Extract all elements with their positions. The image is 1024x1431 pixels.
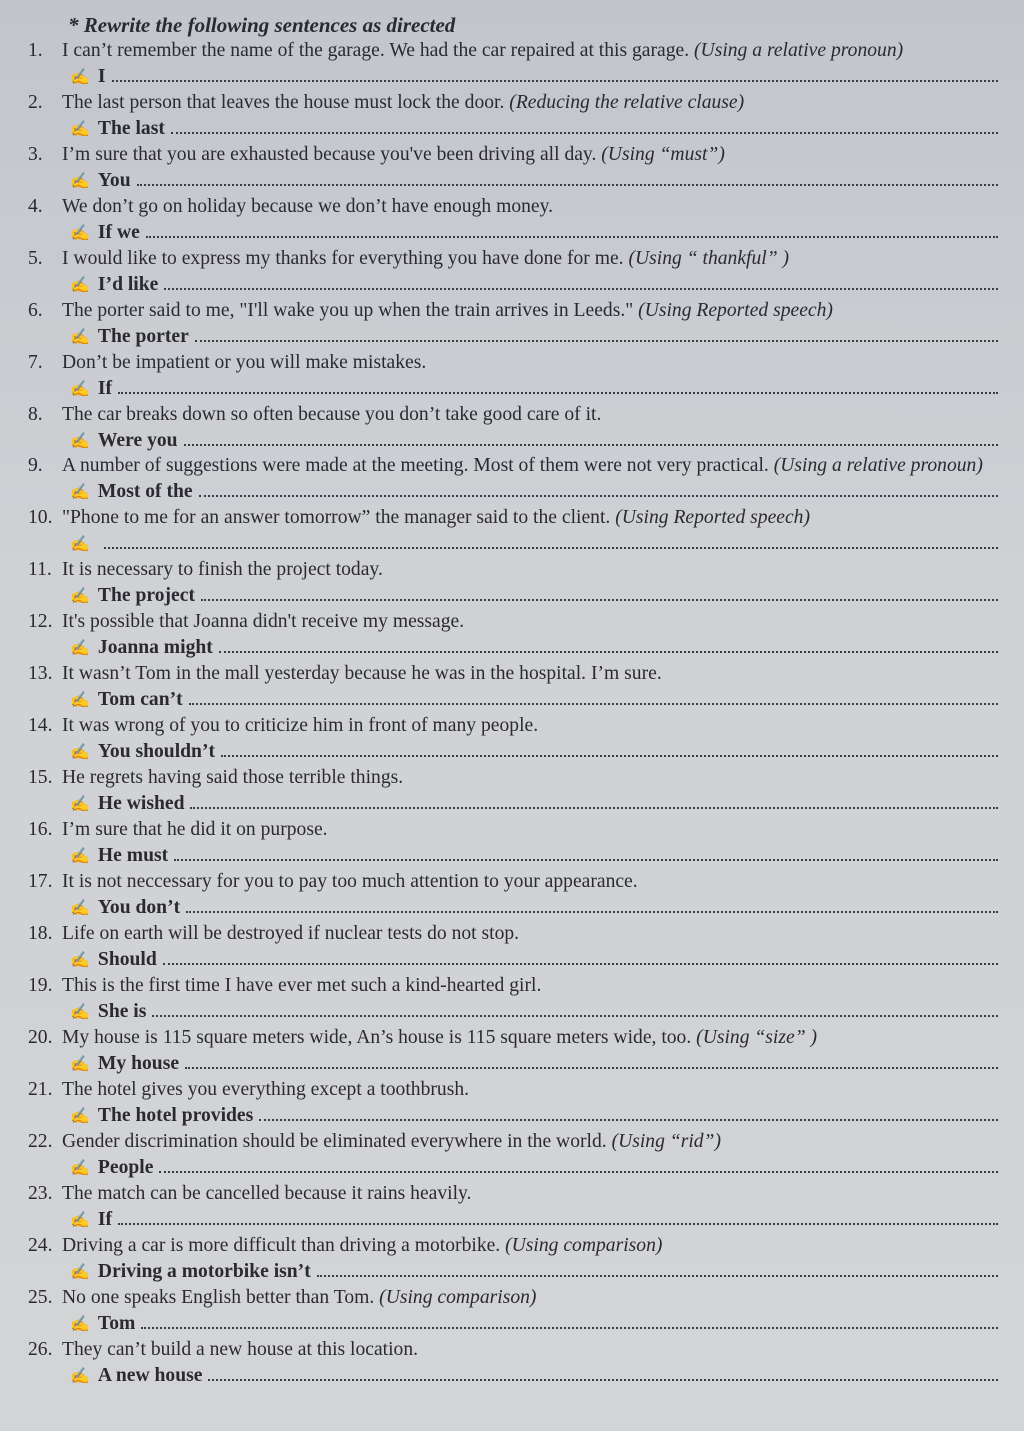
exercise-item [28,921,1002,973]
answer-prompt: You don’t [97,897,181,918]
exercise-question [28,90,1002,115]
worksheet-heading: * Rewrite the following sentences as directed [68,13,456,37]
exercise-number: 20. [28,1027,53,1048]
answer-blank[interactable] [186,894,998,913]
answer-prompt: You [97,170,131,191]
exercise-sentence: It is not neccessary for you to pay too much attention to your appearance. [62,871,638,892]
exercise-item [28,1025,1002,1077]
exercise-item [28,1285,1002,1337]
answer-prompt: The porter [97,326,189,347]
exercise-item [28,869,1002,921]
answer-line [28,219,1002,246]
exercise-sentence: The hotel gives you everything except a toothbrush. [62,1079,470,1100]
exercise-hint: (Reducing the relative clause) [509,92,745,113]
exercise-number: 8. [28,404,43,425]
writing-hand-icon: ✍ [70,1368,90,1385]
answer-blank[interactable] [163,946,998,965]
exercise-question [28,298,1002,323]
answer-line [28,1310,1002,1337]
exercise-question [28,765,1002,790]
answer-prompt: She is [97,1001,147,1022]
exercise-number: 10. [28,507,53,528]
exercise-sentence: Don’t be impatient or you will make mistakes. [62,352,427,373]
answer-line [28,63,1002,90]
exercise-sentence: Life on earth will be destroyed if nuclear tests do not stop. [62,923,520,944]
answer-blank[interactable] [159,1154,998,1173]
exercise-sentence: Gender discrimination should be eliminated everywhere in the world. [62,1131,607,1152]
exercise-sentence: It is necessary to finish the project today. [62,559,383,580]
answer-line [28,271,1002,298]
exercise-question [28,869,1002,894]
writing-hand-icon: ✍ [70,484,90,501]
answer-prompt: Driving a motorbike isn’t [97,1261,311,1282]
exercise-question [28,661,1002,686]
answer-prompt: If [97,1209,113,1230]
answer-prompt: I’d like [97,274,159,295]
exercise-sentence: I would like to express my thanks for everything you have done for me. [62,248,624,269]
exercise-item [28,1181,1002,1233]
answer-line [28,1258,1002,1285]
answer-prompt: My house [97,1053,180,1074]
exercise-number: 17. [28,871,53,892]
exercise-question [28,1129,1002,1154]
exercise-hint: (Using Reported speech) [615,507,810,528]
exercise-number: 5. [28,248,43,269]
writing-hand-icon: ✍ [70,329,90,346]
exercise-number: 1. [28,40,43,61]
answer-blank[interactable] [201,582,998,601]
answer-prompt: Tom [97,1313,136,1334]
exercise-sentence: "Phone to me for an answer tomorrow” the manager said to the client. [62,507,611,528]
answer-prompt: If we [97,222,140,243]
answer-line [28,894,1002,921]
answer-line [28,1362,1002,1389]
exercise-question [28,557,1002,582]
writing-hand-icon: ✍ [70,277,90,294]
answer-line [28,115,1002,142]
exercise-number: 21. [28,1079,53,1100]
exercise-hint: (Using a relative pronoun) [773,455,983,476]
exercise-item [28,38,1002,90]
answer-blank[interactable] [146,219,998,238]
writing-hand-icon: ✍ [70,588,90,605]
exercise-sentence: It's possible that Joanna didn't receive my message. [62,611,465,632]
answer-blank[interactable] [259,1102,998,1121]
exercise-item [28,713,1002,765]
exercise-item [28,194,1002,246]
exercise-question [28,1025,1002,1050]
exercise-hint: (Using Reported speech) [638,300,833,321]
answer-line [28,427,1002,454]
exercise-item [28,402,1002,454]
exercise-hint: (Using “size” ) [696,1027,818,1048]
answer-prompt: Were you [97,430,178,451]
answer-line [28,1206,1002,1233]
answer-prompt: You shouldn’t [97,741,215,762]
exercise-sentence: I’m sure that he did it on purpose. [62,819,328,840]
exercise-question [28,1181,1002,1206]
answer-blank[interactable] [104,530,998,549]
writing-hand-icon: ✍ [70,69,90,86]
exercise-hint: (Using “rid”) [611,1131,721,1152]
exercise-sentence: A number of suggestions were made at the meeting. Most of them were not very practical. [62,455,769,476]
exercise-number: 18. [28,923,53,944]
answer-blank[interactable] [118,375,998,394]
exercise-number: 11. [28,559,52,580]
exercise-number: 12. [28,611,53,632]
exercise-question [28,713,1002,738]
exercise-list [28,38,1002,1389]
exercise-question [28,1337,1002,1362]
exercise-hint: (Using comparison) [505,1235,663,1256]
exercise-number: 23. [28,1183,53,1204]
exercise-sentence: They can’t build a new house at this location. [62,1339,419,1360]
answer-blank[interactable] [317,1258,998,1277]
answer-blank[interactable] [199,478,998,497]
writing-hand-icon: ✍ [70,1212,90,1229]
exercise-sentence: The last person that leaves the house must lock the door. [62,92,505,113]
writing-hand-icon: ✍ [70,796,90,813]
exercise-question [28,350,1002,375]
exercise-question [28,1285,1002,1310]
exercise-number: 16. [28,819,53,840]
answer-prompt: Most of the [97,481,193,502]
writing-hand-icon: ✍ [70,1316,90,1333]
exercise-item [28,661,1002,713]
writing-hand-icon: ✍ [70,640,90,657]
answer-line [28,946,1002,973]
exercise-number: 2. [28,92,43,113]
exercise-sentence: I’m sure that you are exhausted because you've been driving all day. [62,144,597,165]
exercise-number: 6. [28,300,43,321]
writing-hand-icon: ✍ [70,433,90,450]
answer-prompt: He must [97,845,169,866]
answer-blank[interactable] [141,1310,998,1329]
writing-hand-icon: ✍ [70,848,90,865]
exercise-sentence: No one speaks English better than Tom. [62,1287,375,1308]
exercise-sentence: This is the first time I have ever met such a kind-hearted girl. [62,975,542,996]
answer-blank[interactable] [208,1362,998,1381]
answer-blank[interactable] [195,323,998,342]
answer-prompt: The project [97,585,195,606]
exercise-question [28,973,1002,998]
exercise-sentence: My house is 115 square meters wide, An’s house is 115 square meters wide, too. [62,1027,692,1048]
exercise-item [28,505,1002,557]
exercise-item [28,142,1002,194]
answer-prompt: The hotel provides [97,1105,254,1126]
exercise-number: 19. [28,975,53,996]
answer-blank[interactable] [112,63,998,82]
exercise-question [28,1233,1002,1258]
exercise-item [28,1233,1002,1285]
answer-line [28,842,1002,869]
writing-hand-icon: ✍ [70,173,90,190]
answer-prompt: People [97,1157,154,1178]
writing-hand-icon: ✍ [70,1056,90,1073]
writing-hand-icon: ✍ [70,900,90,917]
answer-prompt: A new house [97,1365,203,1386]
writing-hand-icon: ✍ [70,225,90,242]
answer-blank[interactable] [189,686,998,705]
answer-prompt: The last [97,118,165,139]
exercise-sentence: He regrets having said those terrible things. [62,767,404,788]
answer-line [28,478,1002,505]
writing-hand-icon: ✍ [70,1160,90,1177]
exercise-hint: (Using “ thankful” ) [628,248,790,269]
exercise-sentence: The car breaks down so often because you don’t take good care of it. [62,404,602,425]
answer-blank[interactable] [171,115,998,134]
exercise-sentence: The porter said to me, "I'll wake you up when the train arrives in Leeds." [62,300,634,321]
answer-line [28,1102,1002,1129]
answer-blank[interactable] [174,842,998,861]
answer-blank[interactable] [219,634,998,653]
answer-line [28,375,1002,402]
exercise-sentence: We don’t go on holiday because we don’t have enough money. [62,196,554,217]
answer-blank[interactable] [164,271,998,290]
exercise-sentence: Driving a car is more difficult than driving a motorbike. [62,1235,501,1256]
answer-prompt: He wished [97,793,185,814]
answer-prompt: Joanna might [97,637,213,658]
exercise-number: 22. [28,1131,53,1152]
exercise-item [28,557,1002,609]
exercise-item [28,90,1002,142]
answer-blank[interactable] [152,998,998,1017]
writing-hand-icon: ✍ [70,1004,90,1021]
exercise-hint: (Using “must”) [601,144,725,165]
exercise-number: 3. [28,144,43,165]
exercise-item [28,350,1002,402]
writing-hand-icon: ✍ [70,121,90,138]
answer-line [28,323,1002,350]
exercise-item [28,454,1002,505]
exercise-question [28,454,1002,478]
exercise-question [28,194,1002,219]
answer-line [28,1154,1002,1181]
exercise-item [28,765,1002,817]
exercise-item [28,246,1002,298]
exercise-sentence: I can’t remember the name of the garage. We had the car repaired at this garage. [62,40,690,61]
exercise-sentence: The match can be cancelled because it rains heavily. [62,1183,472,1204]
exercise-item [28,1077,1002,1129]
answer-blank[interactable] [185,1050,998,1069]
writing-hand-icon: ✍ [70,952,90,969]
answer-line [28,1050,1002,1077]
answer-line [28,634,1002,661]
exercise-sentence: It was wrong of you to criticize him in front of many people. [62,715,539,736]
exercise-number: 13. [28,663,53,684]
exercise-item [28,609,1002,661]
exercise-hint: (Using comparison) [379,1287,537,1308]
exercise-sentence: It wasn’t Tom in the mall yesterday because he was in the hospital. I’m sure. [62,663,662,684]
writing-hand-icon: ✍ [70,1108,90,1125]
exercise-item [28,973,1002,1025]
answer-blank[interactable] [221,738,998,757]
answer-line [28,530,1002,557]
answer-line [28,167,1002,194]
exercise-number: 26. [28,1339,53,1360]
answer-blank[interactable] [118,1206,998,1225]
exercise-item [28,1129,1002,1181]
exercise-number: 7. [28,352,43,373]
exercise-question [28,1077,1002,1102]
answer-blank[interactable] [137,167,998,186]
exercise-question [28,142,1002,167]
answer-blank[interactable] [190,790,998,809]
exercise-hint: (Using a relative pronoun) [694,40,904,61]
exercise-number: 24. [28,1235,53,1256]
exercise-number: 14. [28,715,53,736]
answer-prompt: I [97,66,106,87]
writing-hand-icon: ✍ [70,1264,90,1281]
exercise-number: 25. [28,1287,53,1308]
exercise-item [28,817,1002,869]
exercise-question [28,609,1002,634]
exercise-item [28,298,1002,350]
exercise-question [28,38,1002,63]
answer-prompt: Should [97,949,157,970]
exercise-question [28,402,1002,427]
answer-blank[interactable] [184,427,998,446]
exercise-question [28,246,1002,271]
writing-hand-icon: ✍ [70,744,90,761]
exercise-question [28,921,1002,946]
answer-line [28,790,1002,817]
answer-prompt: Tom can’t [97,689,183,710]
answer-prompt: If [97,378,113,399]
exercise-question [28,505,1002,530]
writing-hand-icon: ✍ [70,381,90,398]
writing-hand-icon: ✍ [70,536,90,553]
answer-line [28,582,1002,609]
exercise-number: 9. [28,455,43,476]
answer-line [28,738,1002,765]
exercise-item [28,1337,1002,1389]
exercise-number: 4. [28,196,43,217]
answer-line [28,686,1002,713]
exercise-question [28,817,1002,842]
exercise-number: 15. [28,767,53,788]
answer-line [28,998,1002,1025]
writing-hand-icon: ✍ [70,692,90,709]
